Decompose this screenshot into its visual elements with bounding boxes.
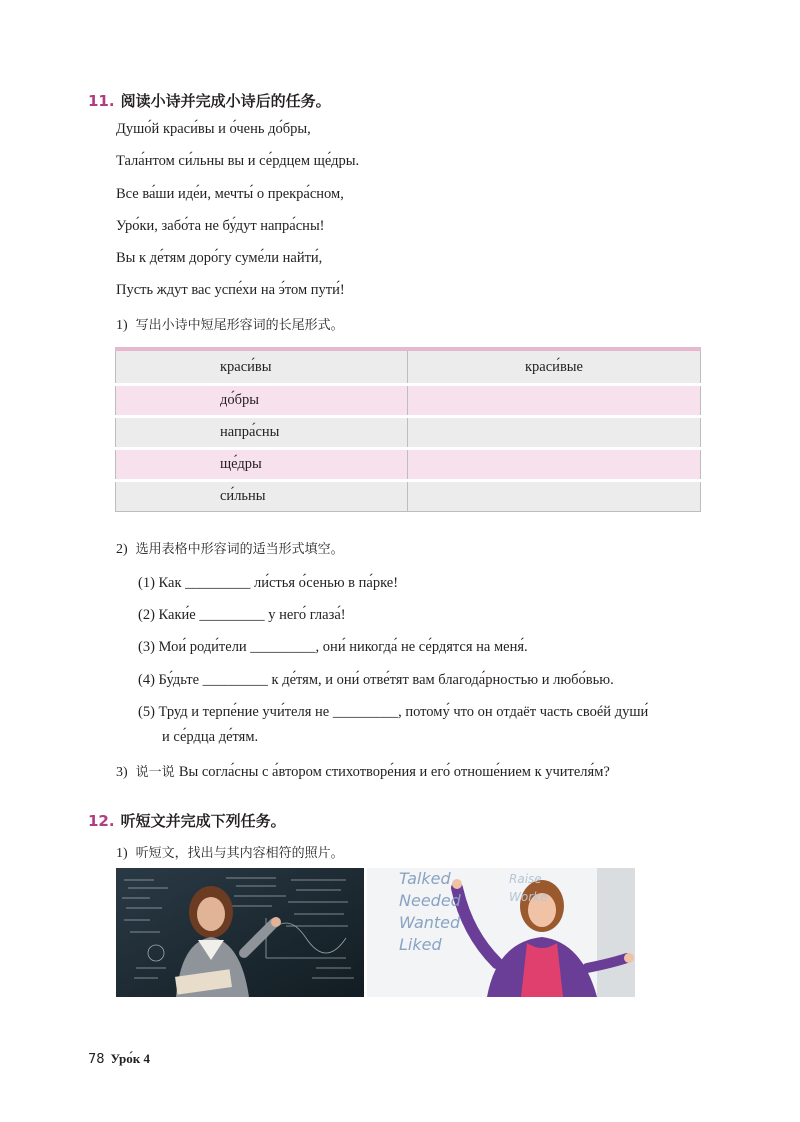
long-form-cell[interactable]: [408, 449, 701, 481]
poem-line: Уро́ки, забо́та не бу́дут напра́сны!: [116, 218, 325, 234]
exercise-12-title: [88, 810, 286, 831]
task-1: [116, 314, 344, 334]
short-form-cell: напра́сны: [116, 417, 408, 449]
page-footer: [88, 1051, 150, 1068]
fill-in-sentence: (3) Мои́ роди́тели _________, они́ никогда́ не се́рдятся на меня́.: [138, 639, 528, 655]
fill-in-sentence-continuation: и се́рдца де́тям.: [162, 729, 259, 745]
table-row: [116, 481, 701, 512]
task-text-ru: Вы согла́сны с а́втором стихотворе́ния и его́ отноше́нием к учителя́м?: [178, 764, 610, 780]
task-number: 2): [116, 542, 128, 557]
table-row: [116, 385, 701, 417]
fill-in-sentence: (2) Каки́е _________ у него́ глаза́!: [138, 607, 346, 623]
task-text: 写出小诗中短尾形容词的长尾形式。: [135, 318, 344, 333]
task-number: 1): [116, 318, 128, 333]
short-form-cell: краси́вы: [116, 349, 408, 385]
fill-in-sentence: (1) Как _________ ли́стья о́сенью в па́рке!: [138, 575, 399, 591]
poem-line: Вы к де́тям доро́гу суме́ли найти́,: [116, 250, 323, 266]
page-number: 78: [88, 1052, 105, 1067]
board-word: Wanted: [399, 913, 461, 932]
exercise-11-title: [88, 90, 331, 111]
photo-teacher-chalkboard[interactable]: [116, 868, 364, 997]
poem-line: Тала́нтом си́льны вы и се́рдцем ще́дры.: [116, 153, 360, 169]
board-word: Worke: [509, 890, 548, 904]
board-word: Raise: [509, 872, 542, 886]
board-words-faded: [509, 870, 547, 906]
short-form-cell: до́бры: [116, 385, 408, 417]
table-row: [116, 349, 701, 385]
exercise-number: 12.: [88, 812, 115, 830]
table-row: [116, 449, 701, 481]
adjective-table: [115, 347, 701, 512]
photo-teacher-whiteboard[interactable]: [367, 868, 635, 997]
task-text: 听短文，找出与其内容相符的照片。: [135, 846, 344, 861]
board-word: Talked: [399, 869, 451, 888]
poem-line: Пусть ждут вас успе́хи на э́том пути́!: [116, 282, 345, 298]
exercise-number: 11.: [88, 92, 115, 110]
short-form-cell: си́льны: [116, 481, 408, 512]
long-form-cell[interactable]: [408, 417, 701, 449]
lesson-label: Уро́к 4: [110, 1051, 150, 1066]
long-form-cell: краси́вые: [408, 349, 701, 385]
task-3: [116, 761, 610, 781]
fill-in-sentence: (4) Бу́дьте _________ к де́тям, и они́ отве́тят вам благода́рностью и любо́вью.: [138, 672, 614, 688]
long-form-cell[interactable]: [408, 481, 701, 512]
task-2: [116, 538, 344, 558]
short-form-cell: ще́дры: [116, 449, 408, 481]
task-text: 选用表格中形容词的适当形式填空。: [135, 542, 344, 557]
long-form-cell[interactable]: [408, 385, 701, 417]
task-text-cn: 说一说: [135, 765, 175, 780]
task-1: [116, 842, 344, 862]
task-number: 3): [116, 765, 128, 780]
board-word: Liked: [399, 935, 442, 954]
exercise-instruction: 听短文并完成下列任务。: [120, 812, 286, 830]
chalkboard-illustration: [116, 868, 364, 997]
exercise-instruction: 阅读小诗并完成小诗后的任务。: [120, 92, 331, 110]
poem-line: Душо́й краси́вы и о́чень до́бры,: [116, 121, 311, 137]
fill-in-sentence: (5) Труд и терпе́ние учи́теля не _________, потому́ что он отдаёт часть своéй души́: [138, 704, 649, 720]
poem-line: Все ва́ши иде́и, мечты́ о прекра́сном,: [116, 186, 344, 202]
board-word: Needed: [399, 891, 461, 910]
task-number: 1): [116, 846, 128, 861]
table-row: [116, 417, 701, 449]
board-words: [399, 868, 461, 956]
